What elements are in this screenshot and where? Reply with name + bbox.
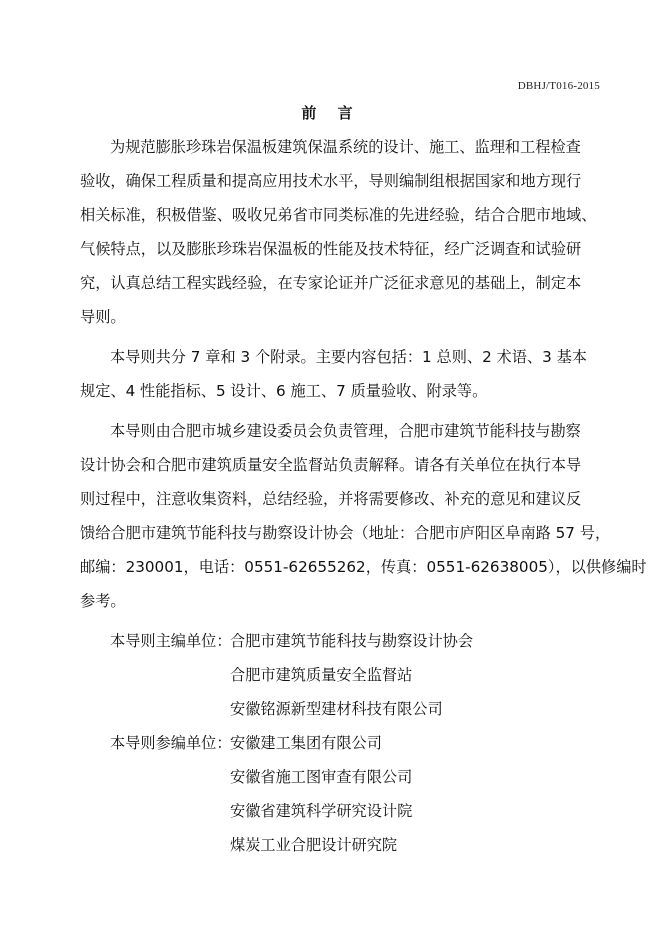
participant-unit: 安徽省施工图审查有限公司 xyxy=(230,768,413,786)
paragraph-line: 气候特点，以及膨胀珍珠岩保温板的性能及技术特征，经广泛调查和试验研 xyxy=(80,240,582,258)
chief-unit: 安徽铭源新型建材科技有限公司 xyxy=(230,700,443,718)
paragraph-line: 参考。 xyxy=(80,592,126,610)
chief-unit: 合肥市建筑节能科技与勘察设计协会 xyxy=(230,632,473,650)
chief-units-label: 本导则主编单位： xyxy=(110,632,232,650)
paragraph-line: 邮编：230001，电话：0551-62655262，传真：0551-62638005），以供修编时 xyxy=(80,558,647,576)
document-code: DBHJ/T016-2015 xyxy=(517,80,600,92)
paragraph-line: 设计协会和合肥市建筑质量安全监督站负责解释。请各有关单位在执行本导 xyxy=(80,456,582,474)
participant-unit: 安徽省建筑科学研究设计院 xyxy=(230,802,413,820)
page-title: 前 言 xyxy=(301,104,361,122)
paragraph-line: 本导则共分 7 章和 3 个附录。主要内容包括：1 总则、2 术语、3 基本 xyxy=(110,348,587,366)
paragraph-line: 本导则由合肥市城乡建设委员会负责管理，合肥市建筑节能科技与勘察 xyxy=(110,422,581,440)
participant-unit: 煤炭工业合肥设计研究院 xyxy=(230,836,398,854)
participant-units-block xyxy=(80,726,602,862)
paragraph-management xyxy=(80,414,647,618)
document-body xyxy=(80,130,647,862)
paragraph-line: 规定、4 性能指标、5 设计、6 施工、7 质量验收、附录等。 xyxy=(80,382,488,400)
paragraph-line: 为规范膨胀珍珠岩保温板建筑保温系统的设计、施工、监理和工程检查 xyxy=(110,138,581,156)
chief-units-block xyxy=(80,624,602,726)
paragraph-contents xyxy=(80,340,602,408)
paragraph-line: 究，认真总结工程实践经验，在专家论证并广泛征求意见的基础上，制定本 xyxy=(80,274,582,292)
paragraph-line: 验收，确保工程质量和提高应用技术水平，导则编制组根据国家和地方现行 xyxy=(80,172,582,190)
paragraph-line: 则过程中，注意收集资料，总结经验，并将需要修改、补充的意见和建议反 xyxy=(80,490,582,508)
paragraph-line: 导则。 xyxy=(80,308,126,326)
paragraph-line: 馈给合肥市建筑节能科技与勘察设计协会（地址：合肥市庐阳区阜南路 57 号， xyxy=(80,524,611,542)
paragraph-purpose xyxy=(80,130,602,334)
participant-units-label: 本导则参编单位： xyxy=(110,734,232,752)
chief-unit: 合肥市建筑质量安全监督站 xyxy=(230,666,413,684)
paragraph-line: 相关标准，积极借鉴、吸收兄弟省市同类标准的先进经验，结合合肥市地域、 xyxy=(80,206,597,224)
participant-unit: 安徽建工集团有限公司 xyxy=(230,734,382,752)
